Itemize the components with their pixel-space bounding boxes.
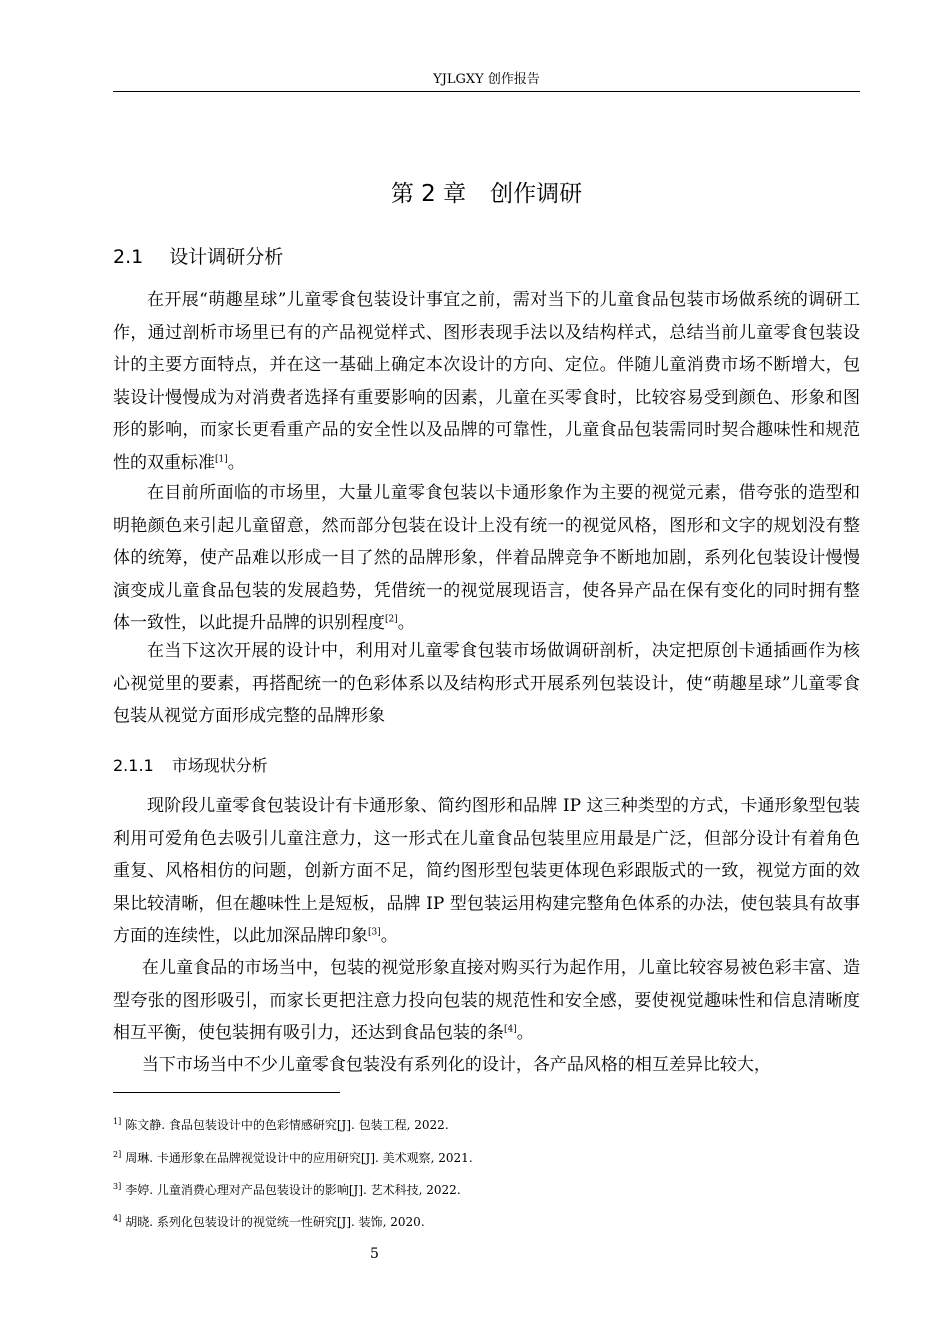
subsection-paragraph-3: [113, 1049, 860, 1082]
paragraph-text: 当下市场当中不少儿童零食包装没有系列化的设计，各产品风格的相互差异比较大，: [141, 1055, 771, 1075]
paragraph-text: 在目前所面临的市场里，大量儿童零食包装以卡通形象作为主要的视觉元素，借夸张的造型和明艳颜色来引起儿童留意，然而部分包装在设计上没有统一的视觉风格，图形和文字的规划没有整体的统筹，使产品难以形成一目了然的品牌形象，伴着品牌竞争不断地加剧，系列化包装设计慢慢演变成儿童食品包装的发展趋势，凭借统一的视觉展现语言，使各异产品在保有变化的同时拥有整体一致性，以此提升品牌的识别程度: [113, 483, 860, 634]
subsection-title: 市场现状分析: [171, 756, 268, 775]
paragraph-text: 在当下这次开展的设计中，利用对儿童零食包装市场做调研剖析，决定把原创卡通插画作为核心视觉里的要素，再搭配统一的色彩体系以及结构形式开展系列包装设计，使“萌趣星球”儿童零食包装从视觉方面形成完整的品牌形象: [113, 641, 860, 727]
subsection-heading: [113, 753, 268, 779]
footnote-text: 陈文静. 食品包装设计中的色彩情感研究[J]. 包装工程, 2022.: [125, 1118, 449, 1132]
footnote-rule: [113, 1092, 340, 1093]
paragraph-text: 在儿童食品的市场当中，包装的视觉形象直接对购买行为起作用，儿童比较容易被色彩丰富、造型夸张的图形吸引，而家长更把注意力投向包装的规范性和安全感，要使视觉趣味性和信息清晰度相互平衡，使包装拥有吸引力，还达到食品包装的条: [113, 958, 860, 1044]
footnote-mark: 1]: [113, 1117, 122, 1126]
footnote-mark: 3]: [113, 1182, 122, 1191]
footnote-2: [113, 1149, 860, 1167]
section-title: 设计调研分析: [169, 246, 284, 268]
paragraph-text: 在开展“萌趣星球”儿童零食包装设计事宜之前，需对当下的儿童食品包装市场做系统的调研工作，通过剖析市场里已有的产品视觉样式、图形表现手法以及结构样式，总结当前儿童零食包装设计的主要方面特点，并在这一基础上确定本次设计的方向、定位。伴随儿童消费市场不断增大，包装设计慢慢成为对消费者选择有重要影响的因素，儿童在买零食时，比较容易受到颜色、形象和图形的影响，而家长更看重产品的安全性以及品牌的可靠性，儿童食品包装需同时契合趣味性和规范性的双重标准: [113, 290, 860, 473]
chapter-name: 创作调研: [490, 181, 583, 207]
paragraph-end: 。: [380, 926, 398, 947]
section-paragraph-2: [113, 477, 860, 640]
header-rule: [113, 91, 860, 92]
footnote-4: [113, 1213, 860, 1231]
footnote-text: 李婷. 儿童消费心理对产品包装设计的影响[J]. 艺术科技, 2022.: [125, 1183, 461, 1197]
citation-ref: [2]: [385, 614, 398, 625]
paragraph-end: 。: [516, 1023, 534, 1044]
citation-ref: [4]: [504, 1024, 517, 1035]
citation-ref: [1]: [215, 454, 228, 465]
footnote-3: [113, 1181, 860, 1199]
paragraph-end: 。: [227, 452, 245, 473]
subsection-paragraph-1: [113, 790, 860, 953]
section-paragraph-1: [113, 284, 860, 480]
section-heading: [113, 242, 283, 272]
running-header: YJLGXY 创作报告: [433, 72, 540, 87]
footnote-1: [113, 1116, 860, 1134]
section-number: 2.1: [113, 246, 144, 268]
citation-ref: [3]: [368, 927, 381, 938]
footnote-mark: 4]: [113, 1214, 122, 1223]
footnote-mark: 2]: [113, 1150, 122, 1159]
page-number: 5: [370, 1246, 379, 1262]
chapter-number: 第 2 章: [390, 181, 467, 207]
chapter-title: [113, 176, 860, 212]
subsection-number: 2.1.1: [113, 756, 154, 775]
subsection-paragraph-2: [113, 952, 860, 1050]
paragraph-text: 现阶段儿童零食包装设计有卡通形象、简约图形和品牌 IP 这三种类型的方式，卡通形象型包装利用可爱角色去吸引儿童注意力，这一形式在儿童食品包装里应用最是广泛，但部分设计有着角色重复、风格相仿的问题，创新方面不足，简约图形型包装更体现色彩跟版式的一致，视觉方面的效果比较清晰，但在趣味性上是短板，品牌 IP 型包装运用构建完整角色体系的办法，使包装具有故事方面的连续性，以此加深品牌印象: [113, 796, 860, 947]
section-paragraph-3: [113, 635, 860, 733]
footnote-text: 周琳. 卡通形象在品牌视觉设计中的应用研究[J]. 美术观察, 2021.: [125, 1151, 473, 1165]
paragraph-end: 。: [397, 613, 415, 634]
footnote-text: 胡晓. 系列化包装设计的视觉统一性研究[J]. 装饰, 2020.: [125, 1215, 425, 1229]
